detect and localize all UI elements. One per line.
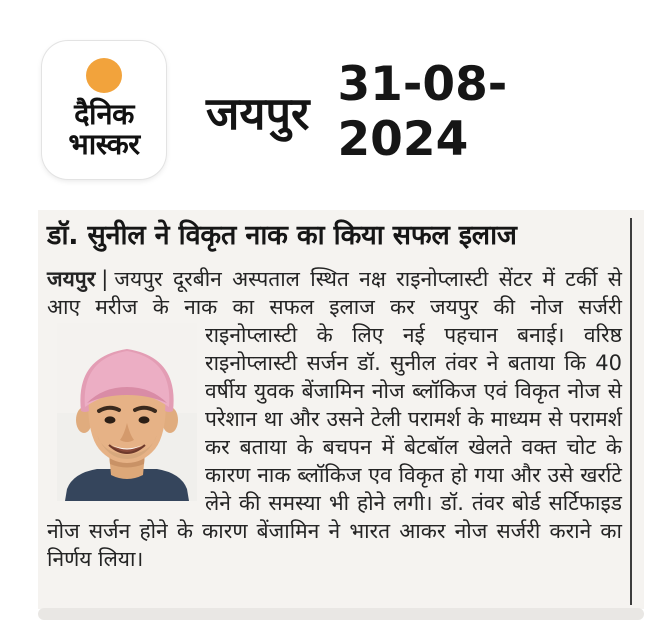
rest-text: राइनोप्लास्टी के लिए नई पहचान बनाई। वरिष्ठ राइनोप्लास्टी सर्जन डॉ. सुनील तंवर ने बताया कि 40 वर्षीय युवक बेंजामिन नोज ब्लॉकिज एवं विकृत नोज से परेशान था और उसने टेली परामर्श के माध्यम से परामर्श कर बताया के बचपन में बेटबॉल खेलते वक्त चोट के कारण नाक ब्लॉकिज एव विकृत हो गया और उसे खर्राटे लेने की समस्या भी होने लगी। डॉ. तंवर बोर्ड सर्टिफाइड नोज सर्जन होने के कारण बेंजामिन ने भारत आकर नोज सर्जरी कराने का निर्णय लिया। [47,323,622,572]
logo-sun-icon [86,58,122,93]
article-headline: डॉ. सुनील ने विकृत नाक का किया सफल इलाज [47,220,517,251]
logo-line-1: दैनिक [74,97,134,131]
intro-text: जयपुर दूरबीन अस्पताल स्थित नक्ष राइनोप्लास्टी सेंटर में टर्की से आए मरीज के नाक का सफल इलाज कर जयपुर की नोज सर्जरी [47,267,622,320]
column-divider [630,218,632,605]
article-paragraph-intro [47,265,622,321]
article-body [47,265,622,573]
dainik-bhaskar-logo [42,41,166,179]
masthead [42,40,631,180]
article-paragraph-rest [47,321,622,573]
news-clipping [38,210,644,609]
clipping-bottom-edge [38,608,644,620]
edition-city: जयपुर [206,86,310,140]
doctor-photo [57,323,197,501]
logo-wordmark [68,97,140,162]
dateline-city: जयपुर [47,267,96,292]
edition-header [206,57,631,167]
edition-date: 31-08-2024 [337,57,508,167]
dateline-separator: | [101,267,109,292]
logo-line-2: भास्कर [68,127,140,162]
